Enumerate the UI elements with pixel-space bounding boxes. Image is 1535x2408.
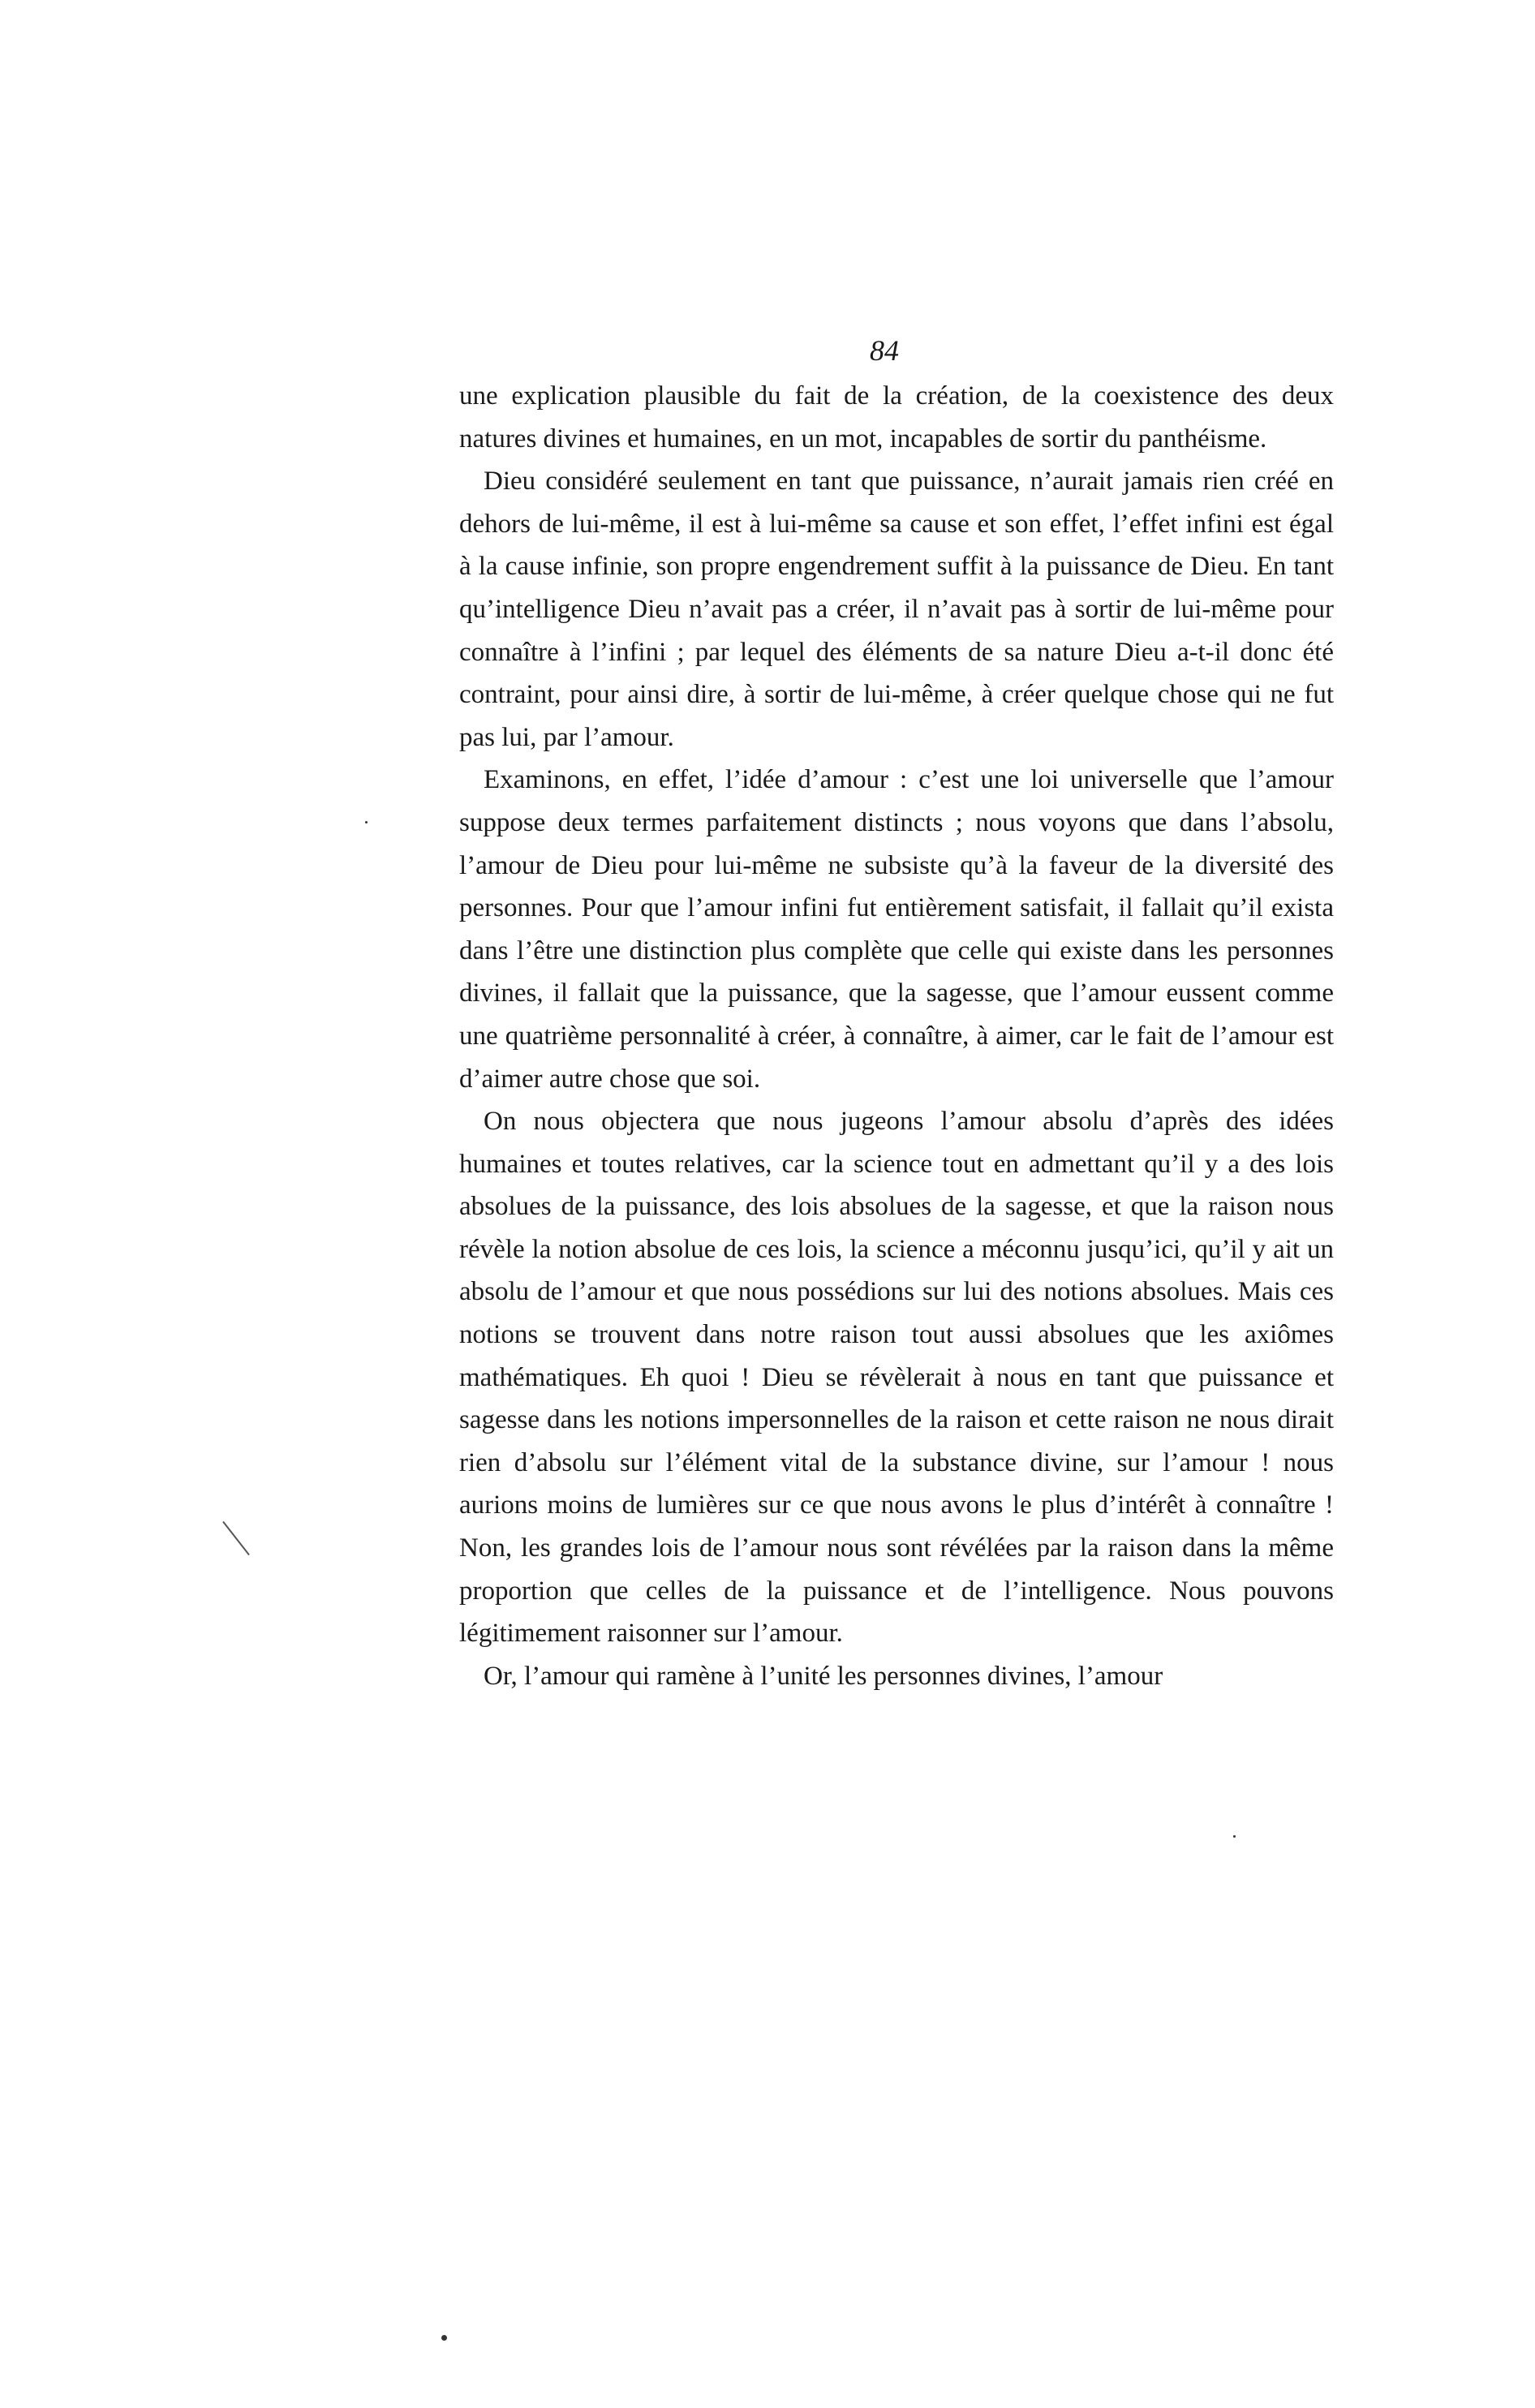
paragraph: Dieu considéré seulement en tant que puissance, n’aurait jamais rien créé en dehors de lui-même, il est à lui-même sa cause et son effet, l’effet infini est égal à la cause infinie, son propre engendrement suffit à la puissance de Dieu. En tant qu’intelligence Dieu n’avait pas a créer, il n’avait pas à sortir de lui-même pour connaître à l’infini ; par lequel des éléments de sa nature Dieu a-t-il donc été contraint, pour ainsi dire, à sortir de lui-même, à créer quelque chose qui ne fut pas lui, par l’amour. [459, 467, 1334, 752]
paragraph: une explication plausible du fait de la création, de la coexistence des deux natures divines et humaines, en un mot, incapables de sortir du panthéisme. [459, 381, 1334, 454]
margin-mark [222, 1521, 250, 1555]
page-number: 84 [870, 334, 899, 367]
body-text [459, 375, 1334, 1697]
ink-speck [1233, 1835, 1236, 1838]
paragraph: Or, l’amour qui ramène à l’unité les personnes divines, l’amour [484, 1661, 1163, 1691]
ink-speck [441, 2335, 447, 2341]
ink-speck [365, 821, 368, 823]
paragraph: Examinons, en effet, l’idée d’amour : c’est une loi universelle que l’amour suppose deux termes parfaitement distincts ; nous voyons que dans l’absolu, l’amour de Dieu pour lui-même ne subsiste qu’à la faveur de la diversité des personnes. Pour que l’amour infini fut entièrement satisfait, il fallait qu’il exista dans l’être une distinction plus complète que celle qui existe dans les personnes divines, il fallait que la puissance, que la sagesse, que l’amour eussent comme une quatrième personnalité à créer, à connaître, à aimer, car le fait de l’amour est d’aimer autre chose que soi. [459, 765, 1334, 1094]
paragraph: On nous objectera que nous jugeons l’amour absolu d’après des idées humaines et toutes relatives, car la science tout en admettant qu’il y a des lois absolues de la puissance, des lois absolues de la sagesse, et que la raison nous révèle la notion absolue de ces lois, la science a méconnu jusqu’ici, qu’il y ait un absolu de l’amour et que nous possédions sur lui des notions absolues. Mais ces notions se trouvent dans notre raison tout aussi absolues que les axiômes mathématiques. Eh quoi ! Dieu se révèlerait à nous en tant que puissance et sagesse dans les notions impersonnelles de la raison et cette raison ne nous dirait rien d’absolu sur l’élément vital de la substance divine, sur l’amour ! nous aurions moins de lumières sur ce que nous avons le plus d’intérêt à connaître ! Non, les grandes lois de l’amour nous sont révélées par la raison dans la même proportion que celles de la puissance et de l’intelligence. Nous pouvons légitimement raisonner sur l’amour. [459, 1107, 1334, 1649]
